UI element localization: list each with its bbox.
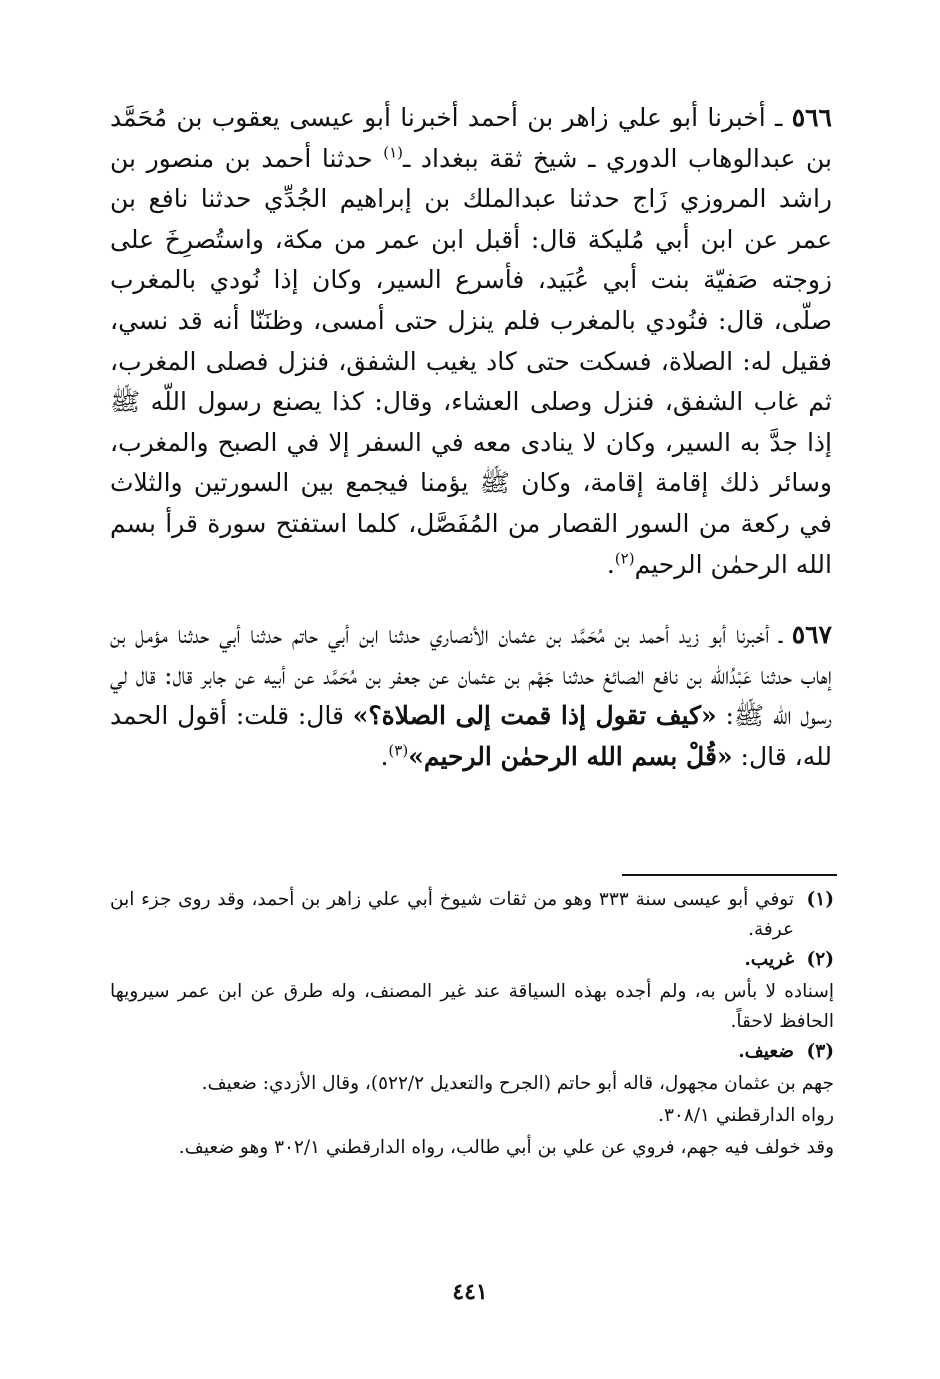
footnote-grade: ضعيف. xyxy=(738,1041,794,1062)
page-number: ٤٤١ xyxy=(452,1279,488,1305)
footnote-number: (٣) xyxy=(806,1041,834,1062)
hadith-number: ٥٦٦ xyxy=(791,103,832,132)
hadith-text: ـ أخبرنا أبو علي زاهر بن أحمد أخبرنا أبو عيسى يعقوب بن مُحَمَّد بن عبدالوهاب الدوري ـ شيخ ثقة ببغداد ـ xyxy=(110,103,832,173)
footnote-1 xyxy=(110,885,834,945)
footnote-2 xyxy=(110,945,834,1037)
hadith-number: ٥٦٧ xyxy=(791,620,832,650)
footnote-grade: غريب. xyxy=(744,949,794,970)
footnote-separator xyxy=(622,874,837,876)
footnote-text: رواه الدارقطني ٣٠٨/١. xyxy=(658,1105,834,1126)
hadith-text: . xyxy=(606,549,615,579)
footnote-text: وقد خولف فيه جهم، فروي عن علي بن أبي طالب، رواه الدارقطني ٣٠٢/١ وهو ضعيف. xyxy=(178,1137,834,1158)
footnote-text: جهم بن عثمان مجهول، قاله أبو حاتم (الجرح والتعديل ٥٢٢/٢)، وقال الأزدي: ضعيف. xyxy=(201,1073,834,1094)
footnote-number: (٢) xyxy=(806,949,834,970)
footnotes xyxy=(110,885,834,1163)
footnote-text: إسناده لا بأس به، ولم أجده بهذه السياقة عند غير المصنف، وله طرق عن ابن عمر سيرويها الحافظ لاحقاً. xyxy=(110,981,834,1032)
hadith-text: ـ أخبرنا أبو زيد أحمد بن مُحَمَّد بن عثمان الأنصاري حدثنا ابن أبي حاتم حدثنا أبي حدثنا مؤمل بن إهاب حدثنا عَبْدُاللّه بن نافع الصائغ حدثنا جَهْم بن عثمان عن جعفر بن مُحَمَّد عن أبيه عن جابر قال: قال لي رسول اللّه ﷺ: xyxy=(110,620,832,731)
prophet-quote: «كيف تقول إذا قمت إلى الصلاة؟» xyxy=(352,701,717,731)
footnote-3 xyxy=(110,1037,834,1163)
footnote-number: (١) xyxy=(806,889,834,910)
footnote-text: توفي أبو عيسى سنة ٣٣٣ وهو من ثقات شيوخ أبي علي زاهر بن أحمد، وقد روى جزء ابن عرفة. xyxy=(110,889,794,940)
prophet-quote: «قُلْ بسم الله الرحمٰن الرحيم» xyxy=(408,741,733,771)
hadith-text: حدثنا أحمد بن منصور بن راشد المروزي زَاج حدثنا عبدالملك بن إبراهيم الجُدِّي حدثنا نافع بن عمر عن ابن أبي مُليكة قال: أقبل ابن عمر من مكة، واستُصرِخَ على زوجته صَفيّة بنت أبي عُبَيد، فأسرع السير، وكان إذا نُودي بالمغرب صلّى، قال: فنُودي بالمغرب فلم ينزل حتى أمسى، وظنَنّا أنه قد نسي، فقيل له: الصلاة، فسكت حتى كاد يغيب الشفق، فنزل فصلى المغرب، ثم غاب الشفق، فنزل وصلى العشاء، وقال: كذا يصنع رسول اللّه ﷺ إذا جدَّ به السير، وكان لا ينادى معه في السفر إلا في الصبح والمغرب، وسائر ذلك إقامة إقامة، وكان ﷺ يؤمنا فيجمع بين السورتين والثلاث في ركعة من السور القصار من المُفَصَّل، كلما استفتح سورة قرأ بسم الله الرحمٰن الرحيم xyxy=(110,143,832,579)
footnote-ref: (٢) xyxy=(614,549,635,568)
hadith-567 xyxy=(110,615,832,777)
hadith-text: . xyxy=(380,741,389,771)
footnote-ref: (١) xyxy=(383,143,403,162)
main-text xyxy=(110,98,832,778)
hadith-566 xyxy=(110,98,832,585)
hadith-text: قال: قلت: أقول الحمد لله، قال: xyxy=(110,701,832,771)
footnote-ref: (٣) xyxy=(388,741,409,760)
